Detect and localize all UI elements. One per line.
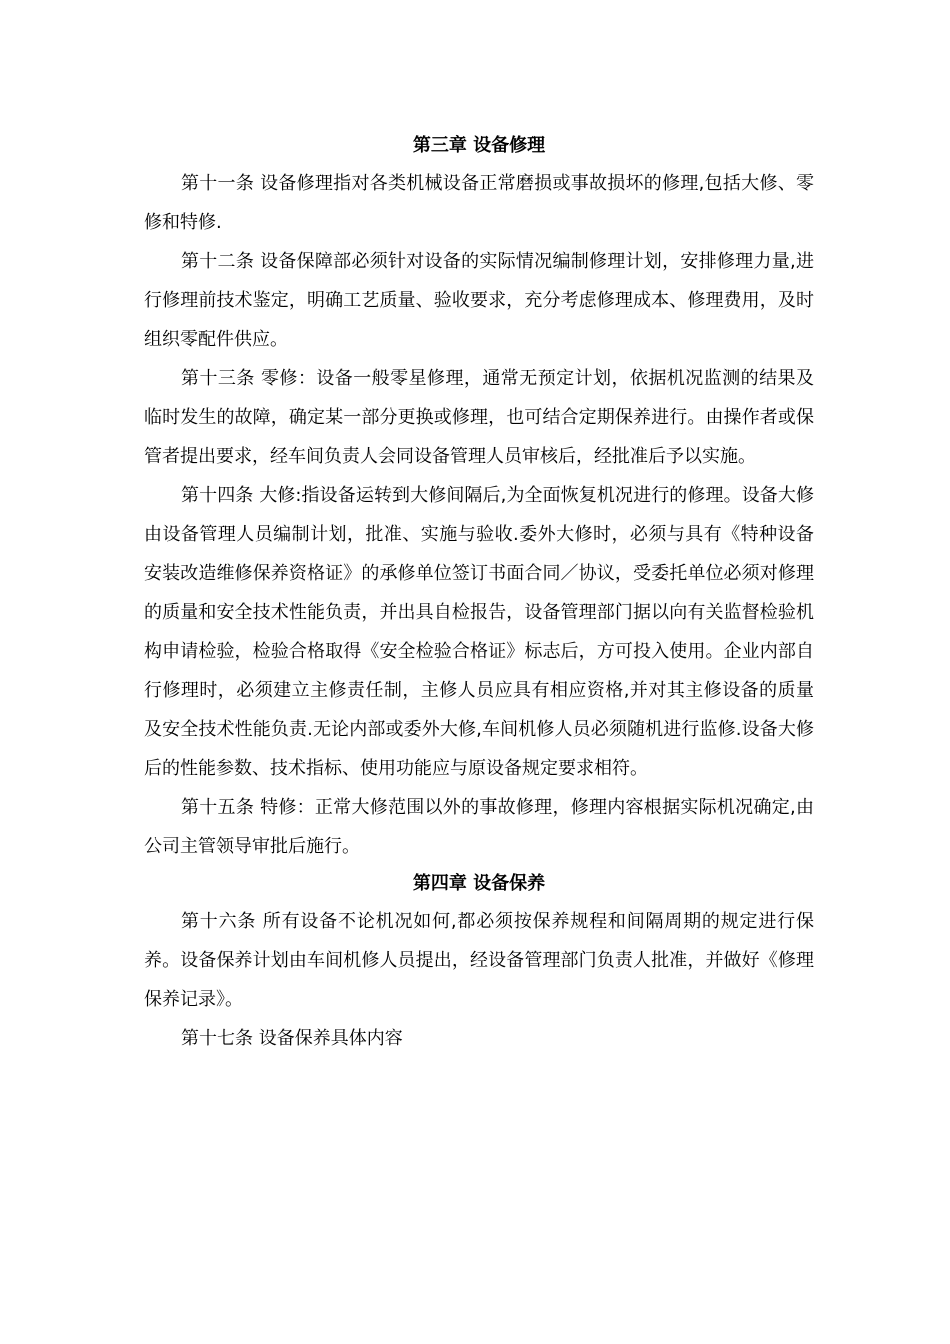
- article-14: 第十四条 大修:指设备运转到大修间隔后,为全面恢复机况进行的修理。设备大修由设备管理人员编制计划，批准、实施与验收.委外大修时，必须与具有《特种设备安装改造维修保养资格证》的承修单位签订书面合同／协议，受委托单位必须对修理的质量和安全技术性能负责，并出具自检报告，设备管理部门据以向有关监督检验机构申请检验，检验合格取得《安全检验合格证》标志后，方可投入使用。企业内部自行修理时，必须建立主修责任制，主修人员应具有相应资格,并对其主修设备的质量及安全技术性能负责.无论内部或委外大修,车间机修人员必须随机进行监修.设备大修后的性能参数、技术指标、使用功能应与原设备规定要求相符。: [144, 485, 814, 779]
- article-11: 第十一条 设备修理指对各类机械设备正常磨损或事故损坏的修理,包括大修、零修和特修.: [144, 173, 814, 233]
- article-17: 第十七条 设备保养具体内容: [181, 1028, 403, 1049]
- document-page: [144, 128, 814, 1058]
- article-15: 第十五条 特修：正常大修范围以外的事故修理，修理内容根据实际机况确定,由公司主管领导审批后施行。: [144, 797, 814, 857]
- article-13: 第十三条 零修：设备一般零星修理，通常无预定计划，依据机况监测的结果及临时发生的故障，确定某一部分更换或修理，也可结合定期保养进行。由操作者或保管者提出要求，经车间负责人会同设备管理人员审核后，经批准后予以实施。: [144, 368, 814, 467]
- chapter-3-heading: 第三章 设备修理: [412, 135, 546, 156]
- chapter-4-heading: 第四章 设备保养: [412, 873, 546, 894]
- article-12: 第十二条 设备保障部必须针对设备的实际情况编制修理计划，安排修理力量,进行修理前技术鉴定，明确工艺质量、验收要求，充分考虑修理成本、修理费用，及时组织零配件供应。: [144, 251, 814, 350]
- article-16: 第十六条 所有设备不论机况如何,都必须按保养规程和间隔周期的规定进行保养。设备保养计划由车间机修人员提出，经设备管理部门负责人批准，并做好《修理保养记录》。: [144, 911, 814, 1010]
